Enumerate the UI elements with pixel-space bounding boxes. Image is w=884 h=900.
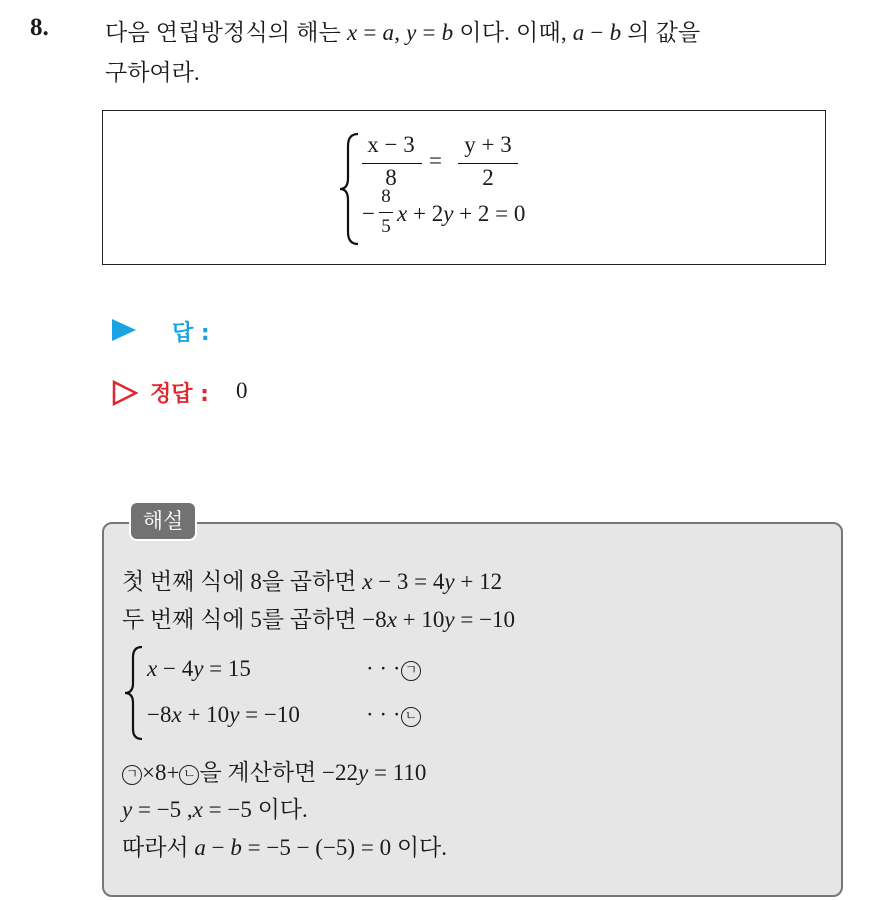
correct-answer-label: 정답 : <box>150 382 209 407</box>
text-run: − <box>205 835 231 860</box>
text-run: 첫 번째 식에 8을 곱하면 <box>122 569 363 594</box>
text-run: − 4 <box>157 656 194 681</box>
math-variable: y <box>444 569 455 594</box>
text-run: = −5 이다. <box>202 797 308 822</box>
text-run: + 10 <box>396 607 445 632</box>
correct-answer-arrow-icon <box>112 380 138 406</box>
eq2-rest <box>397 201 525 227</box>
eq2-minus: − <box>362 201 375 226</box>
eq1-rhs-numerator: y + 3 <box>464 132 512 157</box>
answer-label: 답 : <box>172 321 210 346</box>
text-run: 의 값을 <box>621 20 701 45</box>
text-run: + 2 <box>407 201 444 226</box>
text-run: −8 <box>147 702 172 727</box>
math-variable: b <box>609 20 622 45</box>
explanation-system-eq1 <box>147 656 251 682</box>
math-variable: a <box>194 835 206 860</box>
text-run: = 110 <box>368 760 427 785</box>
explanation-dots-2: · · · <box>366 702 401 727</box>
marker-2-label: ㄴ <box>401 707 421 727</box>
text-run: = <box>357 20 383 45</box>
eq1-lhs-fraction-bar <box>362 163 422 164</box>
question-number: 8. <box>30 14 49 41</box>
eq1-lhs-numerator: x − 3 <box>367 132 415 157</box>
math-variable: y <box>406 20 417 45</box>
text-run: 다음 연립방정식의 해는 <box>105 20 348 45</box>
explanation-line2 <box>122 601 515 634</box>
text-run: 이다. 이때, <box>453 20 573 45</box>
math-variable: x <box>192 797 203 822</box>
explanation-line1 <box>122 563 502 596</box>
math-variable: x <box>386 607 397 632</box>
math-variable: x <box>347 20 358 45</box>
explanation-times-text: ×8+ <box>142 760 180 785</box>
text-run: 따라서 <box>122 835 195 860</box>
math-variable: y <box>122 797 133 822</box>
eq2-frac-numerator: 8 <box>381 186 391 207</box>
math-variable: y <box>358 760 369 785</box>
text-run: = −5 , <box>132 797 193 822</box>
marker-circle-2-icon <box>401 707 421 727</box>
explanation-tab: 해설 <box>129 501 197 541</box>
text-run: , <box>394 20 407 45</box>
math-variable: b <box>230 835 242 860</box>
text-run: = −10 <box>239 702 300 727</box>
answer-arrow-icon <box>112 319 136 341</box>
math-variable: b <box>441 20 454 45</box>
question-text-line2: 구하여라. <box>105 60 200 85</box>
question-text-line1 <box>105 14 700 47</box>
marker-ref-1-icon: ㄱ <box>122 765 142 785</box>
eq1-rhs-fraction-bar <box>458 163 518 164</box>
math-variable: y <box>193 656 204 681</box>
explanation-dots-1: · · · <box>366 656 401 681</box>
text-run: 두 번째 식에 5를 곱하면 −8 <box>122 607 387 632</box>
math-variable: y <box>229 702 240 727</box>
text-run: = −10 <box>454 607 516 632</box>
explanation-line3-rest <box>199 760 426 785</box>
math-variable: x <box>362 569 373 594</box>
eq2-fraction-bar <box>379 212 393 213</box>
eq1-lhs-denominator: 8 <box>385 165 397 190</box>
explanation-line4 <box>122 791 308 824</box>
text-run: + 10 <box>181 702 230 727</box>
text-run: + 12 <box>454 569 503 594</box>
correct-answer-value: 0 <box>236 378 248 403</box>
text-run: 을 계산하면 −22 <box>199 760 359 785</box>
text-run: = <box>416 20 442 45</box>
math-variable: y <box>444 607 455 632</box>
text-run: − <box>584 20 610 45</box>
text-run: = −5 − (−5) = 0 이다. <box>241 835 448 860</box>
math-variable: x <box>147 656 158 681</box>
explanation-system-eq2 <box>147 702 300 728</box>
math-variable: x <box>171 702 182 727</box>
text-run: + 2 = 0 <box>453 201 526 226</box>
explanation-line3 <box>122 754 426 787</box>
math-variable: x <box>397 201 408 226</box>
explanation-line5 <box>122 829 447 862</box>
eq1-rhs-denominator: 2 <box>482 165 494 190</box>
eq1-equals: = <box>429 148 442 173</box>
marker-circle-1-icon <box>401 661 421 681</box>
math-variable: y <box>443 201 454 226</box>
marker-1-label: ㄱ <box>401 661 421 681</box>
math-variable: a <box>382 20 395 45</box>
math-variable: a <box>572 20 585 45</box>
system-brace <box>338 132 362 246</box>
eq2-frac-denominator: 5 <box>381 216 391 237</box>
text-run: = 15 <box>203 656 251 681</box>
text-run: − 3 = 4 <box>372 569 445 594</box>
marker-ref-2-icon: ㄴ <box>179 765 199 785</box>
explanation-system-brace <box>122 645 146 741</box>
